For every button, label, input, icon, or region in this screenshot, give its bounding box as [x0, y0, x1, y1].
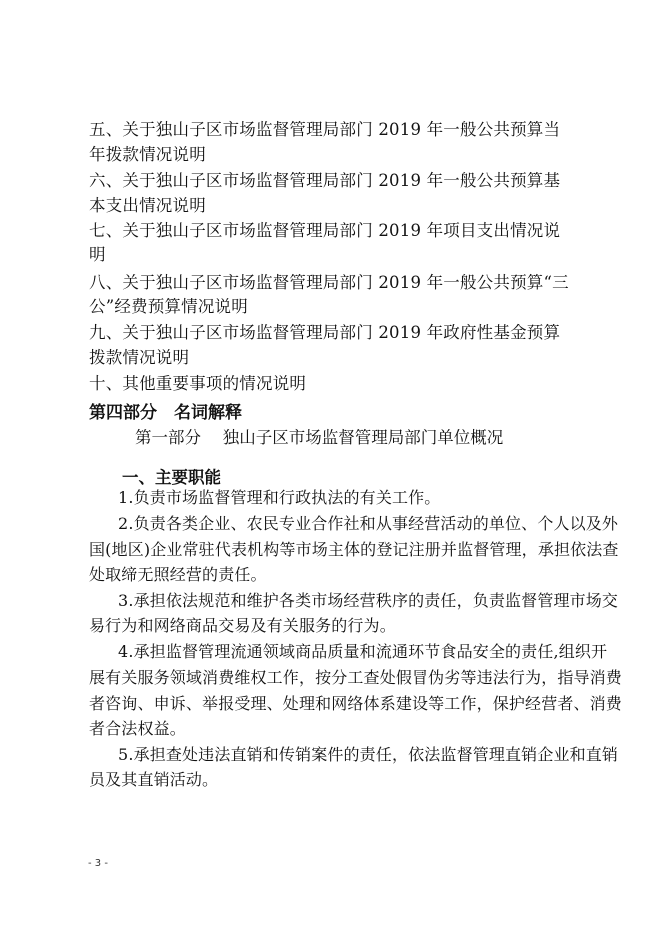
duty-2-line2: 国(地区)企业常驻代表机构等市场主体的登记注册并监督管理，承担依法查 — [89, 540, 619, 559]
part-one-title: 第一部分 独山子区市场监督管理局部门单位概况 — [135, 428, 504, 447]
toc-item-10: 十、其他重要事项的情况说明 — [89, 374, 307, 393]
toc-item-7-line1: 七、关于独山子区市场监督管理局部门 2019 年项目支出情况说 — [89, 221, 561, 240]
toc-item-7-line2: 明 — [89, 245, 106, 264]
duty-4-line2: 展有关服务领域消费维权工作，按分工查处假冒伪劣等违法行为，指导消费 — [89, 668, 622, 687]
toc-item-8-line1: 八、关于独山子区市场监督管理局部门 2019 年一般公共预算“三 — [89, 273, 569, 292]
page-number: - 3 - — [88, 858, 108, 869]
duty-2-line3: 处取缔无照经营的责任。 — [89, 565, 267, 584]
toc-item-9-line1: 九、关于独山子区市场监督管理局部门 2019 年政府性基金预算 — [89, 323, 561, 342]
duty-1: 1.负责市场监督管理和行政执法的有关工作。 — [118, 488, 441, 507]
toc-item-9-line2: 拨款情况说明 — [89, 348, 190, 367]
duty-3-line2: 易行为和网络商品交易及有关服务的行为。 — [89, 616, 396, 635]
toc-item-6-line1: 六、关于独山子区市场监督管理局部门 2019 年一般公共预算基 — [89, 171, 561, 190]
toc-item-6-line2: 本支出情况说明 — [89, 196, 206, 215]
duty-4-line4: 者合法权益。 — [89, 719, 186, 738]
toc-item-5-line1: 五、关于独山子区市场监督管理局部门 2019 年一般公共预算当 — [89, 120, 561, 139]
toc-item-5-line2: 年拨款情况说明 — [89, 145, 206, 164]
section-title-main-duties: 一、主要职能 — [122, 468, 221, 487]
duty-5-line1: 5.承担查处违法直销和传销案件的责任，依法监督管理直销企业和直销 — [118, 745, 619, 764]
part-four-heading: 第四部分 名词解释 — [89, 403, 242, 423]
duty-5-line2: 员及其直销活动。 — [89, 770, 219, 789]
duty-2-line1: 2.负责各类企业、农民专业合作社和从事经营活动的单位、个人以及外 — [118, 514, 619, 533]
duty-4-line1: 4.承担监督管理流通领域商品质量和流通环节食品安全的责任,组织开 — [118, 642, 608, 661]
duty-4-line3: 者咨询、申诉、举报受理、处理和网络体系建设等工作，保护经营者、消费 — [89, 694, 622, 713]
toc-item-8-line2: 公”经费预算情况说明 — [89, 297, 248, 316]
duty-3-line1: 3.承担依法规范和维护各类市场经营秩序的责任，负责监督管理市场交 — [118, 591, 619, 610]
